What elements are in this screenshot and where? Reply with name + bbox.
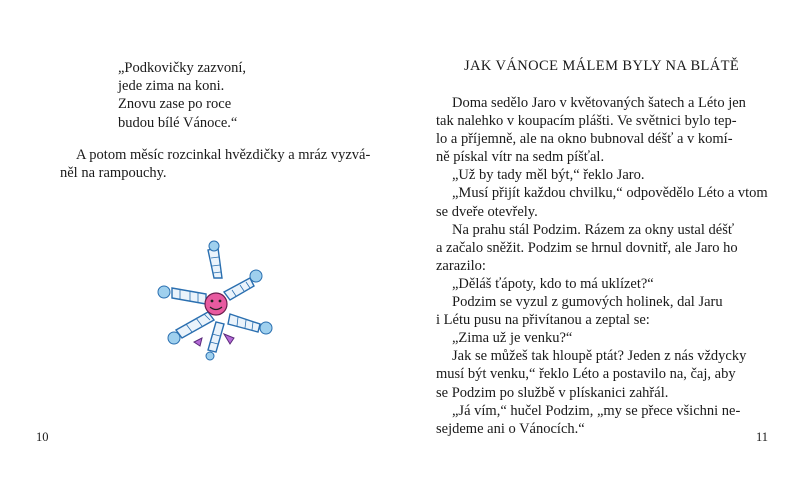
text-line: lo a příjemně, ale na okno bubnoval déšť a v komí- xyxy=(436,131,733,148)
text-line: Na prahu stál Podzim. Rázem za okny ustal déšť xyxy=(452,221,735,238)
poem-line: jede zima na koni. xyxy=(118,78,225,95)
snowflake-figure-icon xyxy=(150,238,280,362)
text-line: sejdeme ani o Vánocích.“ xyxy=(436,420,585,437)
text-line: „Já vím,“ hučel Podzim, „my se přece všichni ne- xyxy=(452,402,741,419)
text-line: Podzim se vyzul z gumových holinek, dal Jaru xyxy=(452,294,723,311)
chapter-title: JAK VÁNOCE MÁLEM BYLY NA BLÁTĚ xyxy=(464,58,740,74)
poem-line: budou bílé Vánoce.“ xyxy=(118,114,238,131)
poem-line: „Podkovičky zazvoní, xyxy=(118,60,247,76)
text-line: něl na rampouchy. xyxy=(60,165,167,182)
text-line: zarazilo: xyxy=(436,257,486,274)
right-page xyxy=(400,0,800,486)
text-line: „Děláš ťápoty, kdo to má uklízet?“ xyxy=(452,275,654,292)
text-line: se dveře otevřely. xyxy=(436,203,538,220)
text-line: „Zima už je venku?“ xyxy=(452,330,573,347)
page-number: 11 xyxy=(756,430,769,444)
text-line: Doma sedělo Jaro v květovaných šatech a Léto jen xyxy=(452,95,746,111)
text-line: i Létu pusu na přivítanou a zeptal se: xyxy=(436,312,650,329)
text-line: „Už by tady měl být,“ řeklo Jaro. xyxy=(452,167,645,184)
page-number: 10 xyxy=(36,430,49,444)
poem xyxy=(118,59,246,132)
text-line: A potom měsíc rozcinkal hvězdičky a mráz vyzvá- xyxy=(76,147,371,163)
poem-line: Znovu zase po roce xyxy=(118,96,232,113)
text-line: Jak se můžeš tak hloupě ptát? Jeden z nás vždycky xyxy=(452,348,747,365)
text-line: tak nalehko v koupacím plášti. Ve světnici bylo tep- xyxy=(436,113,737,130)
text-line: a začalo sněžit. Podzim se hrnul dovnitř, ale Jaro ho xyxy=(436,239,738,256)
text-line: „Musí přijít každou chvilku,“ odpovědělo Léto a vtom xyxy=(452,185,768,202)
left-paragraph xyxy=(60,146,371,182)
text-line: musí být venku,“ řeklo Léto a postavilo na, čaj, aby xyxy=(436,366,736,383)
text-line: ně pískal vítr na sedm píšťal. xyxy=(436,149,605,166)
text-line: se Podzim po službě v plískanici zahřál. xyxy=(436,384,669,401)
